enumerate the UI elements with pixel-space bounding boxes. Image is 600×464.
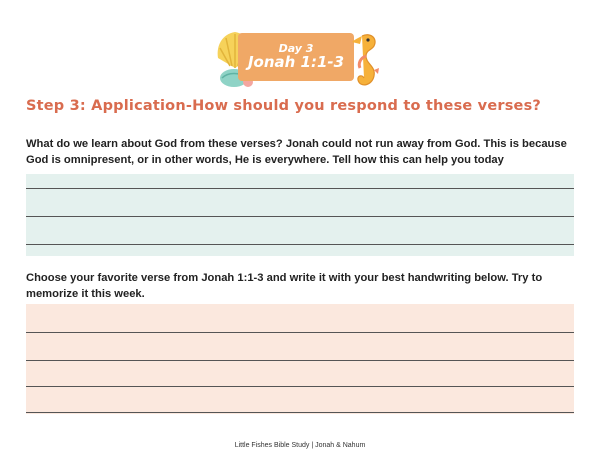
writing-line bbox=[26, 360, 574, 361]
answer-lines-box[interactable] bbox=[26, 174, 574, 256]
writing-line bbox=[26, 188, 574, 189]
page-footer: Little Fishes Bible Study | Jonah & Nahum bbox=[234, 442, 366, 449]
verse-lines-box[interactable] bbox=[26, 304, 574, 414]
seahorse-icon bbox=[348, 30, 382, 92]
day-banner bbox=[238, 33, 354, 81]
title-banner bbox=[212, 28, 384, 92]
writing-line bbox=[26, 244, 574, 245]
writing-line bbox=[26, 386, 574, 387]
step-heading: Step 3: Application-How should you respond to these verses? bbox=[26, 98, 542, 114]
scripture-reference: Jonah 1:1-3 bbox=[247, 52, 345, 71]
day-label: Day 3 bbox=[278, 42, 314, 56]
writing-line bbox=[26, 332, 574, 333]
question-prompt: What do we learn about God from these verses? Jonah could not run away from God. This is because God is omnipresent, or in other words, He is everywhere. Tell how this can help you today bbox=[26, 138, 567, 166]
verse-prompt: Choose your favorite verse from Jonah 1:1-3 and write it with your best handwriting below. Try to memorize it this week. bbox=[26, 272, 543, 300]
writing-line bbox=[26, 412, 574, 413]
writing-line bbox=[26, 216, 574, 217]
